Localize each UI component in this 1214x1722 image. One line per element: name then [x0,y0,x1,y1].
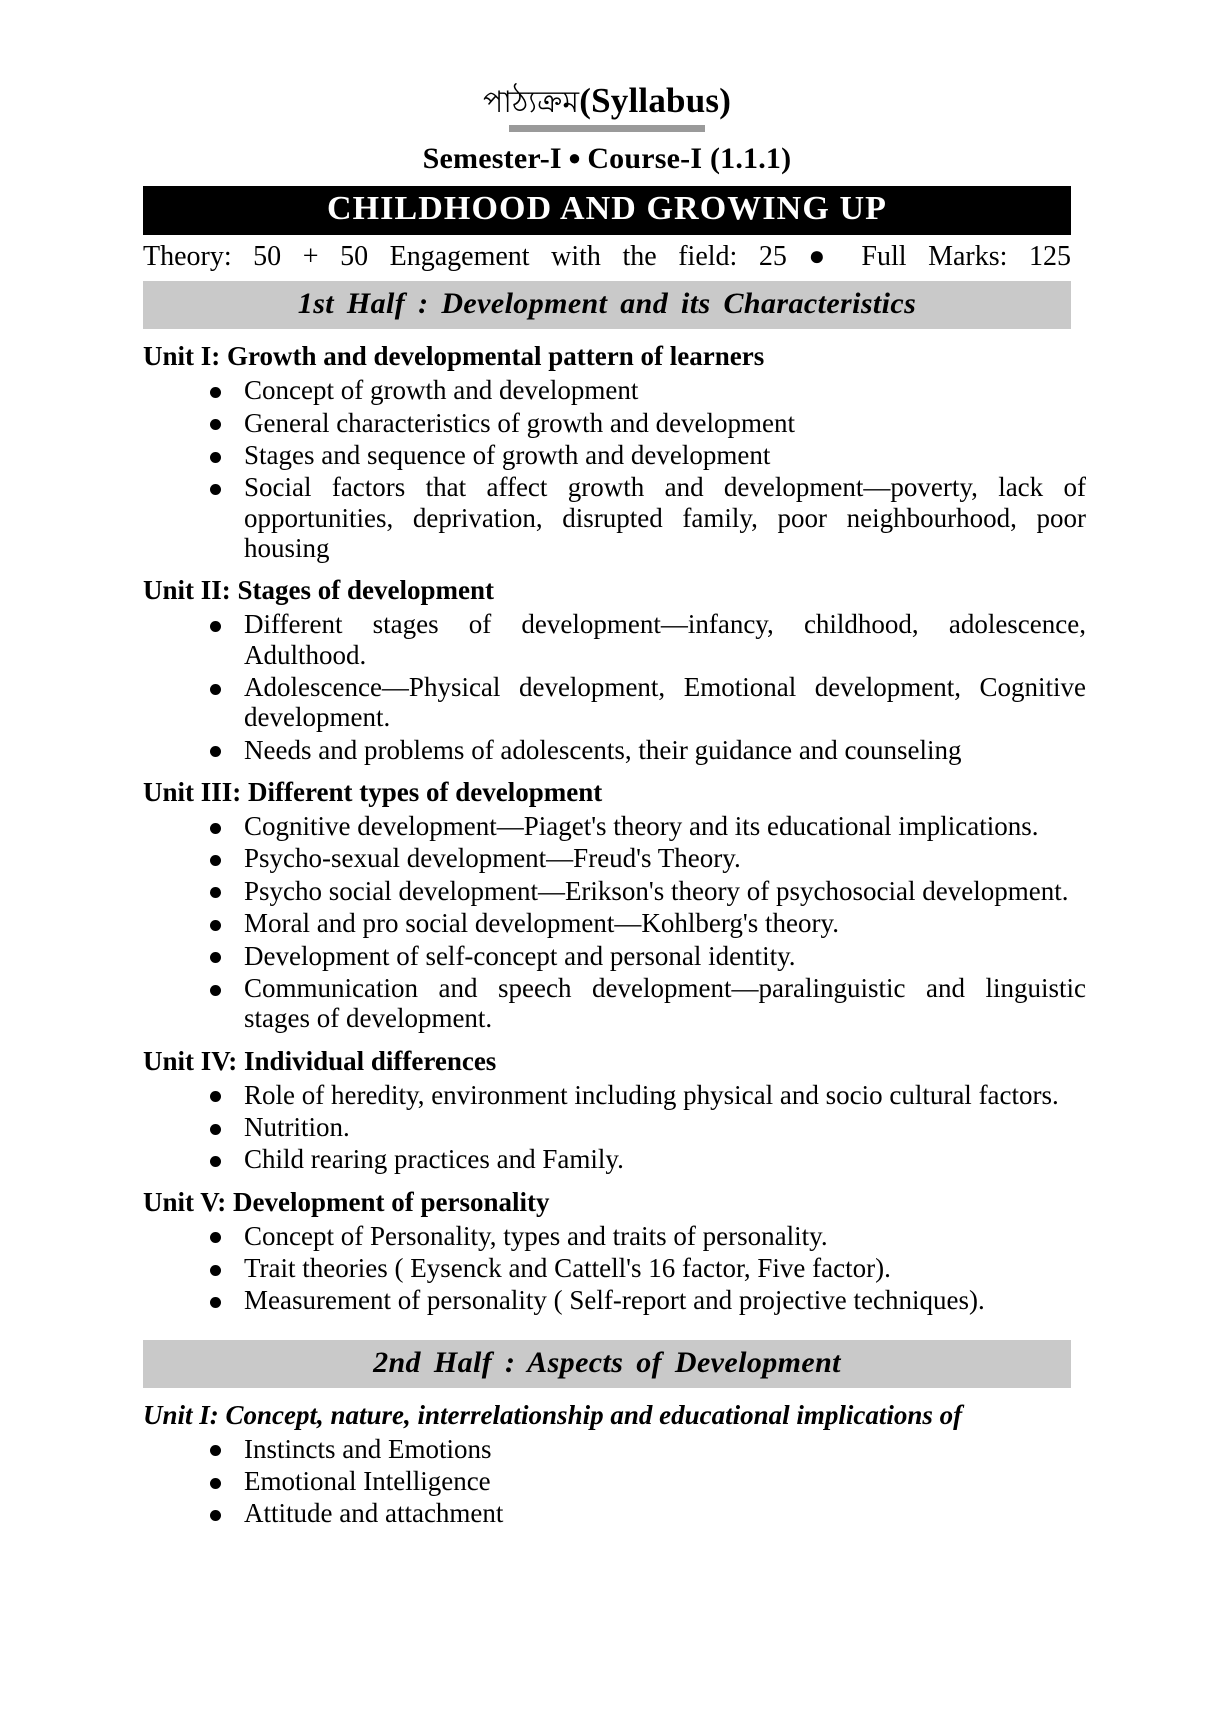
list-item-text: Adolescence—Physical development, Emotional development, Cognitive development. [244,672,1086,733]
unit-block [143,1400,1086,1529]
list-item [210,843,1086,873]
list-item [210,672,1086,733]
course-code: (1.1.1) [709,141,792,175]
list-item-text: Cognitive development—Piaget's theory and its educational implications. [244,811,1039,842]
bullet-point-icon [210,621,221,632]
list-item [210,375,1086,405]
list-item [210,440,1086,470]
unit-block [143,341,1086,563]
unit-bullet-list [143,1434,1086,1529]
list-item [210,609,1086,670]
list-item [210,1221,1086,1251]
unit-block [143,575,1086,765]
bullet-point-icon [210,1478,221,1489]
unit-bullet-list [143,609,1086,765]
bullet-point-icon [210,1445,221,1456]
first-half-heading: 1st Half : Development and its Characteristics [143,281,1071,329]
bullet-point-icon [210,855,221,866]
list-item-text: Trait theories ( Eysenck and Cattell's 16 factor, Five factor). [244,1252,891,1283]
bullet-point-icon [210,484,221,495]
first-half-units [143,341,1086,1315]
list-item-text: Emotional Intelligence [244,1465,491,1496]
list-item [210,1285,1086,1315]
unit-bullet-list [143,811,1086,1034]
unit-bullet-list [143,375,1086,563]
bullet-point-icon [210,684,221,695]
bullet-point-icon [210,1510,221,1521]
list-item-text: Child rearing practices and Family. [244,1144,624,1175]
list-item [210,908,1086,938]
course-label: Course-I [587,141,703,175]
list-item [210,735,1086,765]
bullet-point-icon [210,1265,221,1276]
unit-title: Unit I: Growth and developmental pattern of learners [143,341,765,372]
bullet-point-icon [210,1297,221,1308]
list-item-text: Moral and pro social development—Kohlberg's theory. [244,908,839,939]
list-item-text: Role of heredity, environment including physical and socio cultural factors. [244,1079,1059,1110]
list-item-text: Attitude and attachment [244,1498,504,1529]
unit-title: Unit I: Concept, nature, interrelationship and educational implications of [143,1399,963,1430]
document-title-block [0,0,1214,132]
list-item-text: Communication and speech development—paralinguistic and linguistic stages of development. [244,972,1086,1034]
list-item [210,973,1086,1034]
list-item [210,876,1086,906]
unit-block [143,777,1086,1033]
list-item [210,408,1086,438]
list-item [210,1434,1086,1464]
unit-title: Unit V: Development of personality [143,1186,550,1217]
second-half-units [143,1400,1086,1529]
unit-title: Unit III: Different types of development [143,777,603,808]
bullet-point-icon [210,452,221,463]
list-item [210,472,1086,563]
list-item-text: Stages and sequence of growth and development [244,439,771,470]
bullet-point-icon [210,1156,221,1167]
list-item [210,1498,1086,1528]
list-item-text: Nutrition. [244,1111,350,1142]
bullet-point-icon [210,1232,221,1243]
bullet-point-icon [210,823,221,834]
list-item [210,941,1086,971]
list-item-text: Concept of growth and development [244,375,639,406]
list-item-text: Instincts and Emotions [244,1433,492,1464]
second-half-heading: 2nd Half : Aspects of Development [143,1340,1071,1388]
bullet-point-icon [210,887,221,898]
semester-course-line [0,142,1214,176]
list-item-text: Different stages of development—infancy, childhood, adolescence, Adulthood. [244,609,1086,670]
bullet-point-icon [210,920,221,931]
syllabus-title-english: (Syllabus) [579,81,732,120]
bullet-separator-icon: ● [567,144,582,170]
syllabus-title-bangla: পাঠ্যক্রম [482,85,580,120]
title-underline-rule [509,125,705,132]
list-item [210,1080,1086,1110]
semester-label: Semester-I [422,141,562,175]
unit-bullet-list [143,1080,1086,1175]
marks-line [143,241,1071,273]
unit-block [143,1187,1086,1316]
bullet-point-icon [210,419,221,430]
unit-title: Unit IV: Individual differences [143,1045,497,1076]
bullet-point-icon [210,1124,221,1135]
list-item-text: Needs and problems of adolescents, their guidance and counseling [244,734,962,765]
marks-text: Theory: 50 + 50 Engagement with the field: 25 ● Full Marks: 125 [143,241,1071,273]
list-item-text: Concept of Personality, types and traits of personality. [244,1220,828,1251]
bullet-point-icon [210,952,221,963]
list-item-text: General characteristics of growth and development [244,407,796,438]
list-item [210,811,1086,841]
bullet-point-icon [210,1091,221,1102]
bullet-point-icon [210,387,221,398]
list-item-text: Measurement of personality ( Self-report and projective techniques). [244,1285,985,1316]
bullet-point-icon [210,985,221,996]
unit-bullet-list [143,1221,1086,1316]
list-item [210,1112,1086,1142]
list-item [210,1253,1086,1283]
bullet-point-icon [210,746,221,757]
unit-block [143,1046,1086,1175]
list-item [210,1144,1086,1174]
course-title-banner: CHILDHOOD AND GROWING UP [143,186,1071,236]
list-item-text: Social factors that affect growth and development—poverty, lack of opportunities, deprivation, disrupted family, poor neighbourhood, poor housing [244,472,1086,564]
page-title [483,82,731,132]
list-item-text: Psycho-sexual development—Freud's Theory. [244,843,741,874]
list-item [210,1466,1086,1496]
list-item-text: Development of self-concept and personal identity. [244,940,796,971]
list-item-text: Psycho social development—Erikson's theory of psychosocial development. [244,875,1069,906]
unit-title: Unit II: Stages of development [143,575,494,606]
